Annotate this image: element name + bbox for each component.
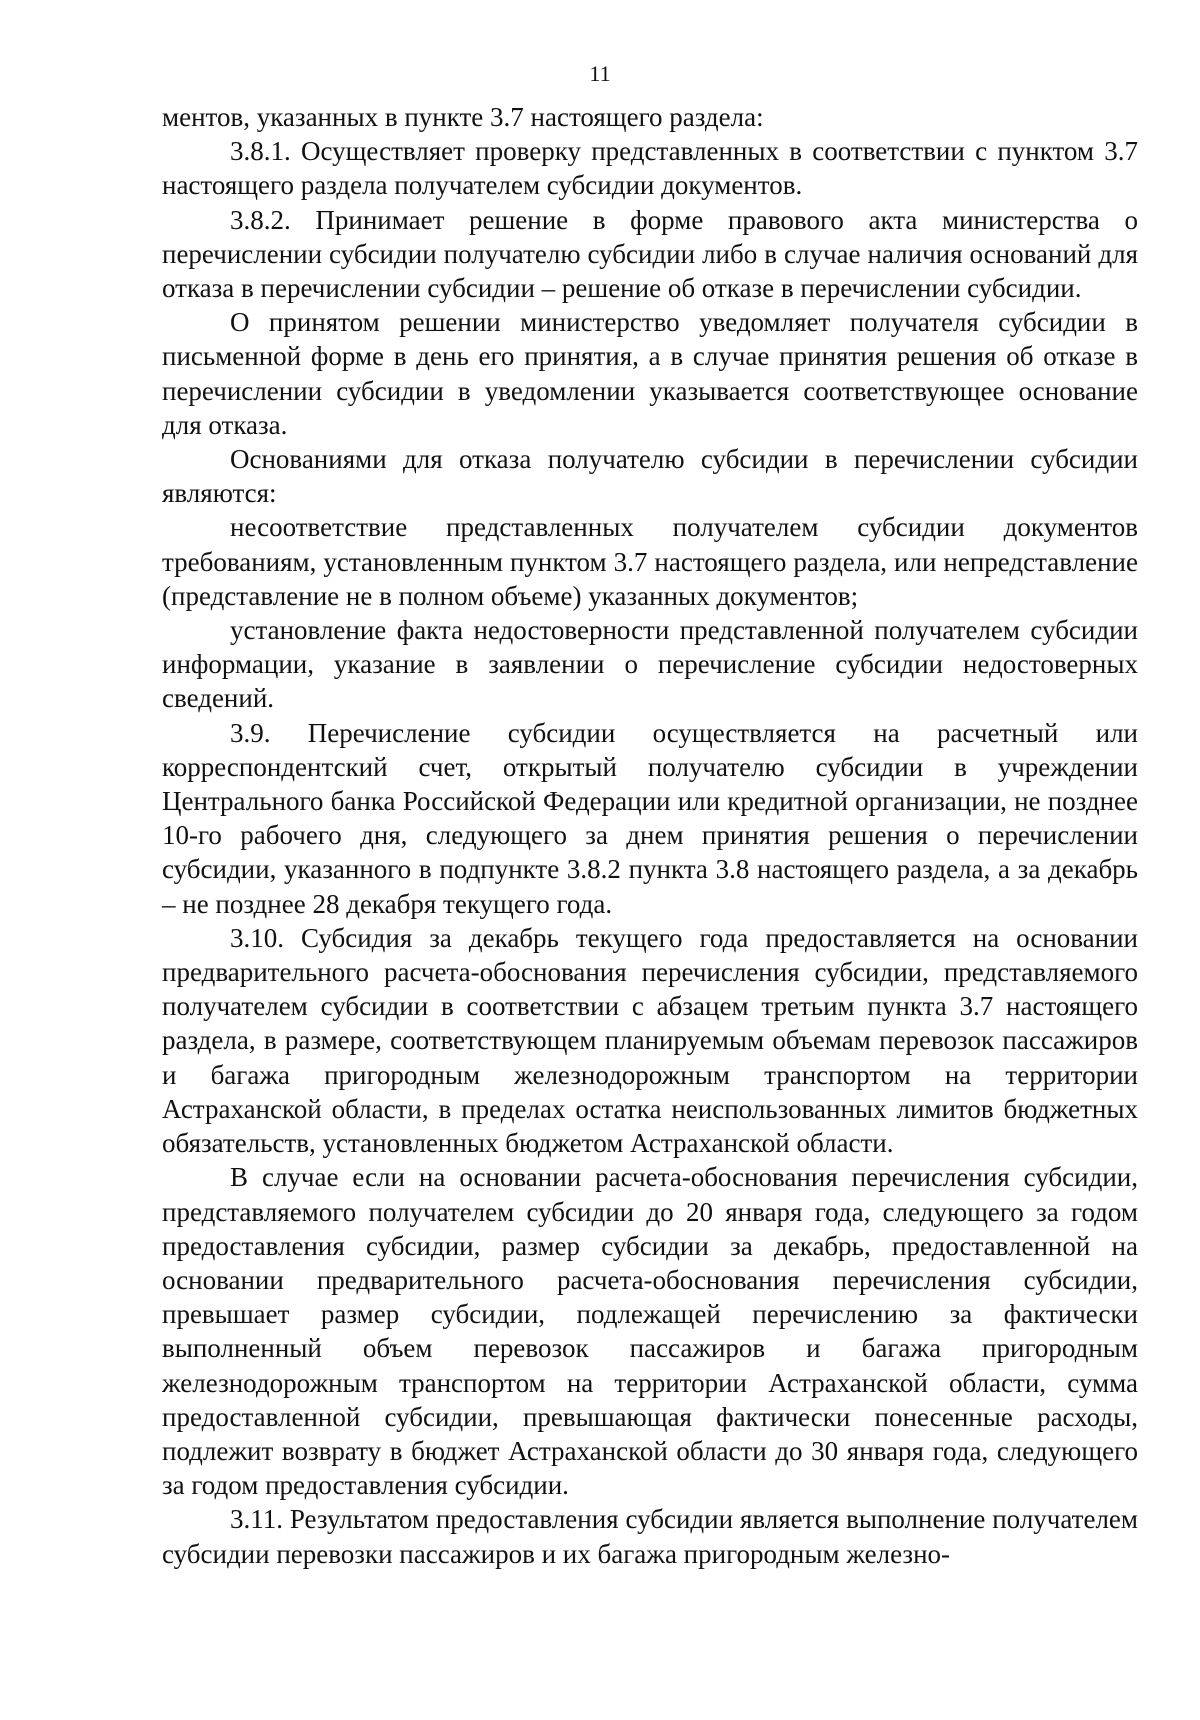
paragraph-3-8-2: 3.8.2. Принимает решение в форме правового акта министерства о перечислении субсидии получателю субсидии либо в случае наличия оснований для отказа в перечислении субсидии – решение об отказе в перечислении субсидии. <box>162 204 1138 304</box>
paragraph-3-8-1: 3.8.1. Осуществляет проверку представленных в соответствии с пунктом 3.7 настоящего раздела получателем субсидии документов. <box>162 136 1138 201</box>
paragraph-3-11: 3.11. Результатом предоставления субсидии является выполнение получателем субсидии перевозки пассажиров и их багажа пригородным железно- <box>162 1504 1138 1569</box>
paragraph-refund: В случае если на основании расчета-обоснования перечисления субсидии, представляемого получателем субсидии до 20 января года, следующего за годом предоставления субсидии, размер субсидии за декабрь, предоставленной на основании предварительного расчета-обоснования перечисления субсидии, превышает размер субсидии, подлежащей перечислению за фактически выполненный объем перевозок пассажиров и багажа пригородным железнодорожным транспортом на территории Астраханской области, сумма предоставленной субсидии, превышающая фактически понесенные расходы, подлежит возврату в бюджет Астраханской области до 30 января года, следующего за годом предоставления субсидии. <box>162 1162 1138 1501</box>
page-number: 11 <box>589 61 611 86</box>
paragraph-refusal-ground-1: несоответствие представленных получателем субсидии документов требованиям, установленным пунктом 3.7 настоящего раздела, или непредставление (представление не в полном объеме) указанных документов; <box>162 512 1138 611</box>
document-body <box>162 100 1138 1571</box>
paragraph-refusal-ground-2: установление факта недостоверности представленной получателем субсидии информации, указание в заявлении о перечисление субсидии недостоверных сведений. <box>162 615 1138 714</box>
paragraph-3-9: 3.9. Перечисление субсидии осуществляется на расчетный или корреспондентский счет, открытый получателю субсидии в учреждении Центрального банка Российской Федерации или кредитной организации, не позднее 10-го рабочего дня, следующего за днем принятия решения о перечислении субсидии, указанного в подпункте 3.8.2 пункта 3.8 настоящего раздела, а за декабрь – не позднее 28 декабря текущего года. <box>162 717 1138 919</box>
paragraph-3-10: 3.10. Субсидия за декабрь текущего года предоставляется на основании предварительного расчета-обоснования перечисления субсидии, представляемого получателем субсидии в соответствии с абзацем третьим пункта 3.7 настоящего раздела, в размере, соответствующем планируемым объемам перевозок пассажиров и багажа пригородным железнодорожным транспортом на территории Астраханской области, в пределах остатка неиспользованных лимитов бюджетных обязательств, установленных бюджетом Астраханской области. <box>162 922 1138 1159</box>
paragraph-continuation: ментов, указанных в пункте 3.7 настоящего раздела: <box>162 102 764 132</box>
paragraph-refusal-grounds: Основаниями для отказа получателю субсидии в перечислении субсидии являются: <box>162 444 1138 509</box>
paragraph-notification: О принятом решении министерство уведомляет получателя субсидии в письменной форме в день его принятия, а в случае принятия решения об отказе в перечислении субсидии в уведомлении указывается соответствующее основание для отказа. <box>162 307 1138 440</box>
